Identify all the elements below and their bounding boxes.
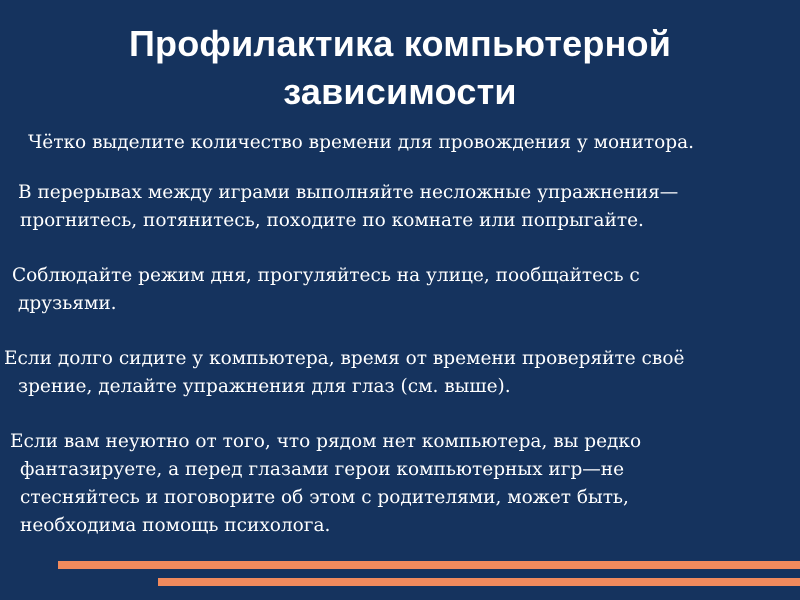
title-line-1: Профилактика компьютерной [128, 23, 672, 64]
tip-5-line-2: фантазируете, а перед глазами герои компьютерных игр—не [20, 459, 625, 480]
decorative-stripe-lower [158, 578, 800, 586]
tip-4-line-2: зрение, делайте упражнения для глаз (см. выше). [18, 376, 511, 397]
tip-paragraph-4 [4, 345, 684, 401]
slide-title [0, 20, 800, 116]
tip-paragraph-3 [12, 262, 640, 318]
tip-2-line-2: прогнитесь, потянитесь, походите по комнате или попрыгайте. [20, 210, 644, 231]
tip-5-line-3: стесняйтесь и поговорите об этом с родителями, может быть, [20, 487, 629, 508]
tip-3-line-2: друзьями. [18, 293, 117, 314]
tip-3-line-1: Соблюдайте режим дня, прогуляйтесь на улице, пообщайтесь с [12, 265, 640, 286]
tip-paragraph-2 [18, 179, 678, 235]
tip-paragraph-5 [10, 428, 641, 540]
title-line-2: зависимости [283, 71, 517, 112]
tip-1-line-1: Чётко выделите количество времени для провождения у монитора. [28, 132, 694, 153]
tip-5-line-1: Если вам неуютно от того, что рядом нет компьютера, вы редко [10, 431, 642, 452]
tip-4-line-1: Если долго сидите у компьютера, время от времени проверяйте своё [4, 348, 685, 369]
decorative-stripe-upper [58, 561, 800, 569]
tip-paragraph-1 [28, 129, 694, 157]
tip-2-line-1: В перерывах между играми выполняйте несложные упражнения— [18, 182, 679, 203]
tip-5-line-4: необходима помощь психолога. [20, 515, 331, 536]
